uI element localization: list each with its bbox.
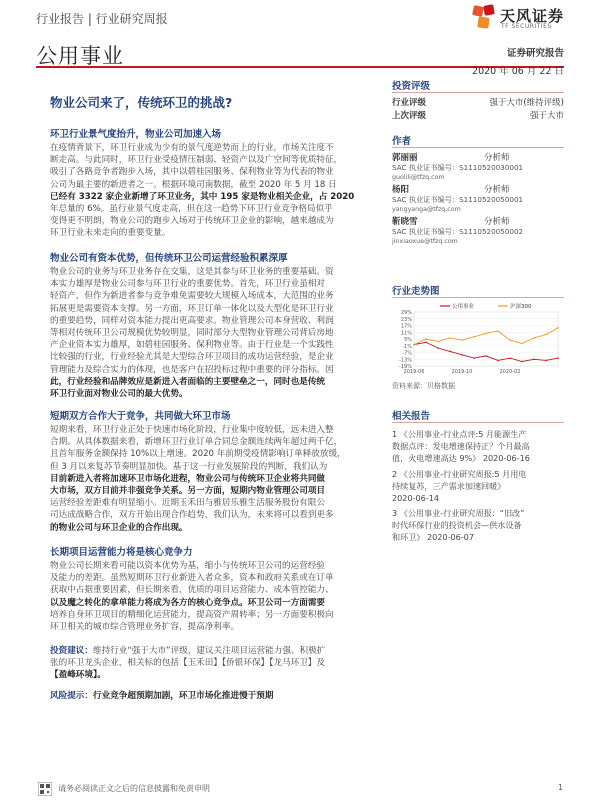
sector-title: 公用事业 <box>36 44 124 68</box>
trend-heading: 行业走势图 <box>392 286 440 297</box>
data-point <box>473 336 475 338</box>
x-tick-label: 2020-02 <box>499 369 521 375</box>
section-paragraph <box>50 142 378 240</box>
divider <box>392 92 564 93</box>
text-line: 管理能力及综合实力的体现，也是客户在招投标过程中重要的评分指标。因 <box>50 364 334 375</box>
text-line: 2020-06-14 <box>392 493 440 503</box>
industry-trend-chart <box>392 300 564 380</box>
data-point <box>521 361 523 363</box>
risk-label: 风险提示： <box>50 691 93 701</box>
text-line: 获取中占据重要因素，但长期来看，优质的项目运营能力、成本管控能力、 <box>50 585 334 596</box>
legend-label: 沪深300 <box>510 304 532 310</box>
text-line: 目前新进入者将加速环卫市场化进程，物业公司与传统环卫企业将共同做 <box>50 473 326 484</box>
text-line: 公司为最主要的新进者之一。根据环境司南数据，截至 2020 年 5 月 18 日 <box>50 179 337 190</box>
data-point <box>521 343 523 345</box>
text-line: 持续复苏，三产需求加速回暖》 <box>392 481 506 491</box>
y-tick-label: -13% <box>399 357 412 364</box>
risk-warning <box>50 690 378 702</box>
section-paragraph <box>50 560 378 633</box>
data-point <box>509 339 511 341</box>
disclaimer: 请务必阅读正文之后的信息披露和免责申明 <box>58 784 210 793</box>
author-email: guolili@tfzq.com <box>392 174 445 181</box>
qr-code-icon <box>38 782 52 796</box>
text-line: 年总量的 6%。虽行业景气度走高，但在这一趋势下环卫行业竞争格局似乎 <box>50 204 333 215</box>
text-line: 数据点评：发电增速保持正？个月最高 <box>392 441 530 451</box>
data-point <box>497 360 499 362</box>
data-point <box>449 351 451 353</box>
report-type: 证券研究报告 <box>506 48 564 59</box>
data-point <box>437 340 439 342</box>
divider <box>392 147 564 148</box>
logo-text-en: TF SECURITIES <box>501 23 552 30</box>
author-name: 杨阳 <box>392 185 410 195</box>
y-tick-label: 23% <box>400 316 412 323</box>
text-line: 但 3 月以来复苏节奏明显加快。基于这一行业发展阶段的判断，我们认为 <box>50 461 328 472</box>
x-tick-label: 2019-10 <box>451 369 473 375</box>
text-line: 以及魔之转化的拿单能力将成为各方的核心竞争点。环卫公司一方面需要 <box>50 597 326 608</box>
data-point <box>461 354 463 356</box>
data-point <box>545 334 547 336</box>
text-line: 等相对传统环卫公司规模优势较明显，同时部分大型物业管理公司背后房地 <box>50 328 334 339</box>
investment-advice <box>50 645 378 682</box>
rating-value: 强于大市 <box>529 111 564 121</box>
related-report-item[interactable] <box>392 507 564 543</box>
data-point <box>473 357 475 359</box>
chart-source: 资料来源：贝格数据 <box>392 382 455 390</box>
text-line: 1 《公用事业-行业点评:5 月能源生产 <box>392 429 527 439</box>
author-name: 靳晓雪 <box>392 217 418 227</box>
text-line: 变得更不明朗，物业公司的跑步入场对于传统环卫企业的影响，越来越成为 <box>50 216 334 227</box>
rating-label: 上次评级 <box>392 111 427 121</box>
text-line: 3 《公用事业-行业研究周报：“旧改” <box>392 508 525 518</box>
data-point <box>533 358 535 360</box>
text-line: 此，行业经验和品牌效应是新进入者面临的主要壁垒之一，同时也是传统 <box>50 376 326 387</box>
text-line: 比较强的行业，行业经验尤其是大型综合环卫项目的成功运营经验，是企业 <box>50 352 334 363</box>
text-line: 环卫相关的城市综合管理业务扩容，提高净利率。 <box>50 622 240 633</box>
section-paragraph <box>50 266 378 400</box>
text-line: 已经有 3322 家企业新增了环卫业务，其中 195 家是物业相关企业，占 2020 <box>50 191 355 202</box>
author-email: yangyanga@tfzq.com <box>392 206 461 213</box>
logo <box>472 2 568 36</box>
report-date: 2020 年 06 月 22 日 <box>472 66 564 77</box>
text-line: 和环卫》 2020-06-07 <box>392 532 474 542</box>
series-line <box>414 342 558 361</box>
text-line: 2 《公用事业-行业研究周报:5 月用电 <box>392 469 527 479</box>
section-heading: 物业公司有资本优势，但传统环卫公司运营经验积累深厚 <box>50 253 288 264</box>
text-line <box>50 645 378 657</box>
rating-row <box>392 109 564 121</box>
tf-logo-mark-icon <box>472 4 496 32</box>
divider <box>392 422 564 423</box>
investment-label: 投资建议： <box>50 646 93 656</box>
related-report-item[interactable] <box>392 428 564 464</box>
text-line: 物业公司的业务与环卫业务存在交集，这是其参与环卫业务的重要基础。资 <box>50 267 334 277</box>
data-point <box>461 339 463 341</box>
text-line: 的重要趋势，同样对资本能力提出更高要求。物业管理公司本身营收、利润 <box>50 315 334 326</box>
author-sac: SAC 执业证书编号：S1110520030001 <box>392 163 524 172</box>
text-line: 拓展更是需要资本支撑。另一方面，环卫订单一体化以及大型化是环卫行业 <box>50 303 334 314</box>
text-line: 【盈峰环境】。 <box>50 670 106 681</box>
author-title: 分析师 <box>484 217 510 227</box>
y-tick-label: 17% <box>400 323 412 330</box>
rating-label: 行业评级 <box>392 98 427 108</box>
y-tick-label: 29% <box>400 310 412 316</box>
text-line: 合期。从具体数据来看，新增环卫行业订单合同总金额连续两年超过两千亿， <box>50 437 343 448</box>
text-line: 短期来看，环卫行业正处于快速市场化阶段，行业集中度较低，远未进入整 <box>50 425 334 435</box>
data-point <box>425 342 427 344</box>
text-line: 运营经验差距难有明显缩小。近期玉禾田与雅居乐雅生活服务股份有限公 <box>50 498 326 509</box>
data-point <box>425 338 427 340</box>
author-title: 分析师 <box>484 153 510 163</box>
section-heading: 环卫行业景气度抬升，物业公司加速入场 <box>50 129 222 140</box>
text-line: 维持行业“强于大市”评级，建议关注项目运营能力强、积极扩 <box>92 646 326 656</box>
author-name: 郭丽丽 <box>392 153 418 163</box>
text-line: 本实力雄厚是物业公司参与环卫行业的重要优势。首先，环卫行业虽相对 <box>50 279 326 290</box>
text-line: 产企业资本实力雄厚，如碧桂园服务、保利物业等。由于行业是一个实践性 <box>50 340 334 351</box>
text-line: 断走高。与此同时，环卫行业受疫情压制弱、轻资产以及广空间等优质特征， <box>50 155 343 166</box>
author-title: 分析师 <box>484 185 510 195</box>
related-heading: 相关报告 <box>392 411 431 422</box>
text-line: 时代环保行业的投资机会—供水设备 <box>392 520 522 530</box>
section-heading: 短期双方合作大于竞争，共同做大环卫市场 <box>50 411 231 422</box>
text-line: 环卫行业面对物业公司的最大优势。 <box>50 389 188 400</box>
divider <box>392 297 564 298</box>
data-point <box>497 330 499 332</box>
data-point <box>413 344 415 346</box>
related-report-item[interactable] <box>392 468 564 504</box>
section-paragraph <box>50 424 378 534</box>
y-tick-label: -7% <box>402 350 412 357</box>
data-point <box>485 333 487 335</box>
data-point <box>485 355 487 357</box>
y-tick-label: -19% <box>399 364 412 370</box>
text-line: 且首年服务金额保持 10%以上增速。2020 年前期受疫情影响订单释放放缓， <box>50 449 346 460</box>
legend-label: 公用事业 <box>452 304 475 310</box>
logo-text-cn: 天风证券 <box>500 7 565 25</box>
data-point <box>533 337 535 339</box>
text-line: 轻资产，但作为新进者参与竞争难免需要较大规模入场成本，大范围的业务 <box>50 291 334 302</box>
data-point <box>545 360 547 362</box>
report-category: 行业报告 | 行业研究周报 <box>36 12 168 26</box>
series-line <box>414 328 558 345</box>
text-line: 张的环卫龙头企业，相关标的包括【玉禾田】【侨银环保】【龙马环卫】及 <box>50 658 325 669</box>
data-point <box>437 347 439 349</box>
text-line: 大市场，双方目前并非强竞争关系。另一方面，短期内物业管理公司项目 <box>50 486 326 497</box>
page-number: 1 <box>558 783 564 792</box>
rating-heading: 投资评级 <box>392 81 431 92</box>
y-tick-label: 5% <box>404 337 412 343</box>
section-heading: 长期项目运营能力将是核心竞争力 <box>50 547 193 558</box>
author-sac: SAC 执业证书编号：S1110520050002 <box>392 227 524 236</box>
risk-text: 行业竞争超预期加剧，环卫市场化推进慢于预期 <box>92 691 274 701</box>
data-point <box>449 337 451 339</box>
text-line: 环卫行业未来走向的重要变量。 <box>50 228 171 239</box>
rating-row <box>392 96 564 108</box>
data-point <box>509 357 511 359</box>
text-line: 吸引了各路竞争者跑步入场，其中以碧桂园服务、保利物业等为代表的物业 <box>50 167 334 178</box>
text-line: 培养自身环卫项目的精细化运营能力，提高资产周转率；另一方面要积极向 <box>50 609 334 620</box>
report-title: 物业公司来了，传统环卫的挑战? <box>50 95 233 110</box>
y-tick-label: -1% <box>402 343 412 350</box>
rating-value: 强于大市(维持评级) <box>489 98 564 108</box>
author-email: jinxiaoxue@tfzq.com <box>392 238 458 245</box>
y-tick-label: 11% <box>400 330 412 337</box>
data-point <box>557 327 559 329</box>
text-line: 的物业公司与环卫企业的合作出现。 <box>50 522 188 533</box>
text-line: 司达成战略合作，双方开始出现合作趋势，我们认为，未来将可以看到更多 <box>50 510 334 521</box>
text-line: 物业公司长期来看可能以资本优势为基，缩小与传统环卫公司的运营经验 <box>50 561 326 571</box>
authors-heading: 作者 <box>392 136 412 147</box>
data-point <box>557 357 559 359</box>
text-line: 在疫情背景下，环卫行业成为少有的景气度逆势而上的行业，市场关注度不 <box>50 143 334 153</box>
text-line: 及能力的差距。虽然短期环卫行业新进入者众多，资本和政府关系或在订单 <box>50 573 334 584</box>
author-sac: SAC 执业证书编号：S1110520050001 <box>392 195 524 204</box>
text-line: 值，火电增速高达 9%》 2020-06-16 <box>392 453 530 463</box>
x-tick-label: 2019-06 <box>403 369 425 375</box>
